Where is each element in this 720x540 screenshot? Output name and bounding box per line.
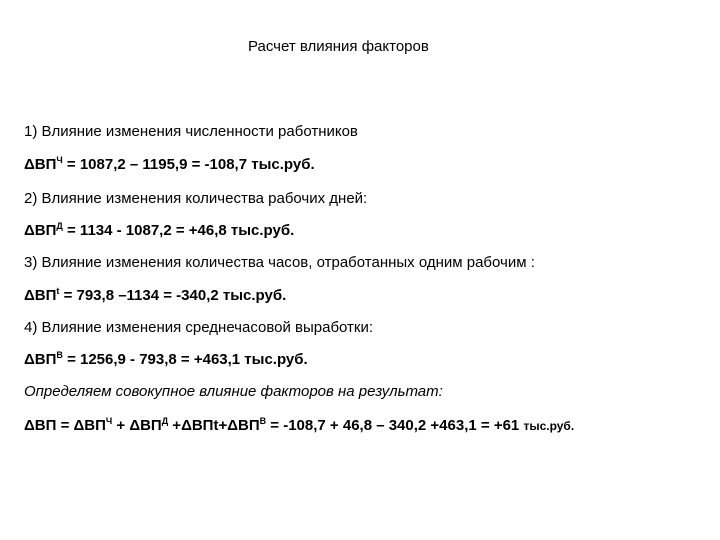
formula-superscript: Д	[56, 221, 63, 231]
formula-rest: = 1134 - 1087,2 = +46,8 тыс.руб.	[62, 222, 295, 239]
formula-superscript: Ч	[105, 416, 113, 426]
formula-superscript: Ч	[56, 155, 63, 165]
formula-part: +ΔВПt+ΔВП	[168, 417, 260, 434]
formula-superscript: В	[56, 350, 63, 360]
item3-formula	[24, 286, 286, 306]
item1-heading: 1) Влияние изменения численности работников	[24, 123, 358, 140]
formula-superscript: В	[259, 416, 267, 426]
formula-prefix: ΔВП	[24, 351, 57, 368]
formula-prefix: ΔВП	[24, 156, 57, 173]
formula-rest: = 1256,9 - 793,8 = +463,1 тыс.руб.	[62, 351, 308, 368]
formula-prefix: ΔВП	[24, 222, 57, 239]
item2-formula	[24, 221, 294, 241]
page-title: Расчет влияния факторов	[248, 38, 429, 55]
item3-heading: 3) Влияние изменения количества часов, отработанных одним рабочим :	[24, 254, 535, 271]
formula-superscript: Д	[161, 416, 169, 426]
item1-formula	[24, 155, 315, 175]
formula-superscript: t	[56, 286, 60, 296]
formula-prefix: ΔВП	[24, 287, 57, 304]
item4-heading: 4) Влияние изменения среднечасовой выработки:	[24, 319, 374, 336]
item4-formula	[24, 350, 308, 370]
formula-rest: = 793,8 –1134 = -340,2 тыс.руб.	[59, 287, 287, 304]
formula-unit: тыс.руб.	[523, 419, 575, 433]
formula-part: ΔВП = ΔВП	[24, 417, 106, 434]
summary-heading: Определяем совокупное влияние факторов на результат:	[24, 383, 443, 400]
formula-part: + ΔВП	[112, 417, 162, 434]
formula-part: = -108,7 + 46,8 – 340,2 +463,1 = +61	[266, 417, 524, 434]
summary-formula	[24, 416, 574, 436]
item2-heading: 2) Влияние изменения количества рабочих дней:	[24, 190, 368, 207]
formula-rest: = 1087,2 – 1195,9 = -108,7 тыс.руб.	[62, 156, 315, 173]
